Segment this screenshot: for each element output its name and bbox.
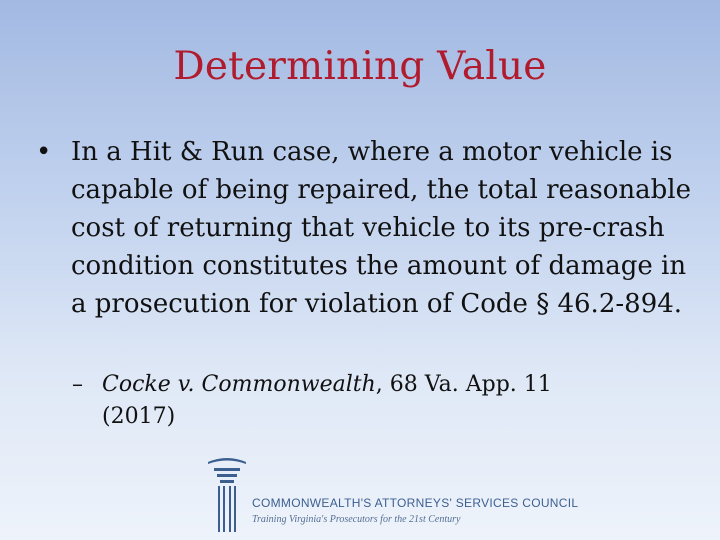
case-citation [102, 369, 622, 433]
sub-bullet-marker: – [72, 372, 83, 397]
main-bullet [36, 133, 696, 323]
capitol-column-icon [204, 456, 250, 536]
bullet-marker: • [36, 137, 52, 167]
sub-bullet [72, 369, 632, 433]
council-name: COMMONWEALTH'S ATTORNEYS' SERVICES COUNCIL [252, 496, 579, 510]
case-name: Cocke v. Commonwealth [102, 372, 376, 397]
slide-title: Determining Value [173, 44, 547, 89]
bullet-text: In a Hit & Run case, where a motor vehicle is capable of being repaired, the total reasonable cost of returning that vehicle to its pre-crash condition constitutes the amount of damage in a prosecution for violation of Code § 46.2-894. [71, 137, 692, 319]
citation-text: , 68 Va. App. 11 (2017) [102, 372, 552, 429]
council-logo [204, 456, 579, 536]
council-tagline: Training Virginia's Prosecutors for the 21st Century [252, 514, 461, 525]
bullet-row [36, 133, 696, 323]
